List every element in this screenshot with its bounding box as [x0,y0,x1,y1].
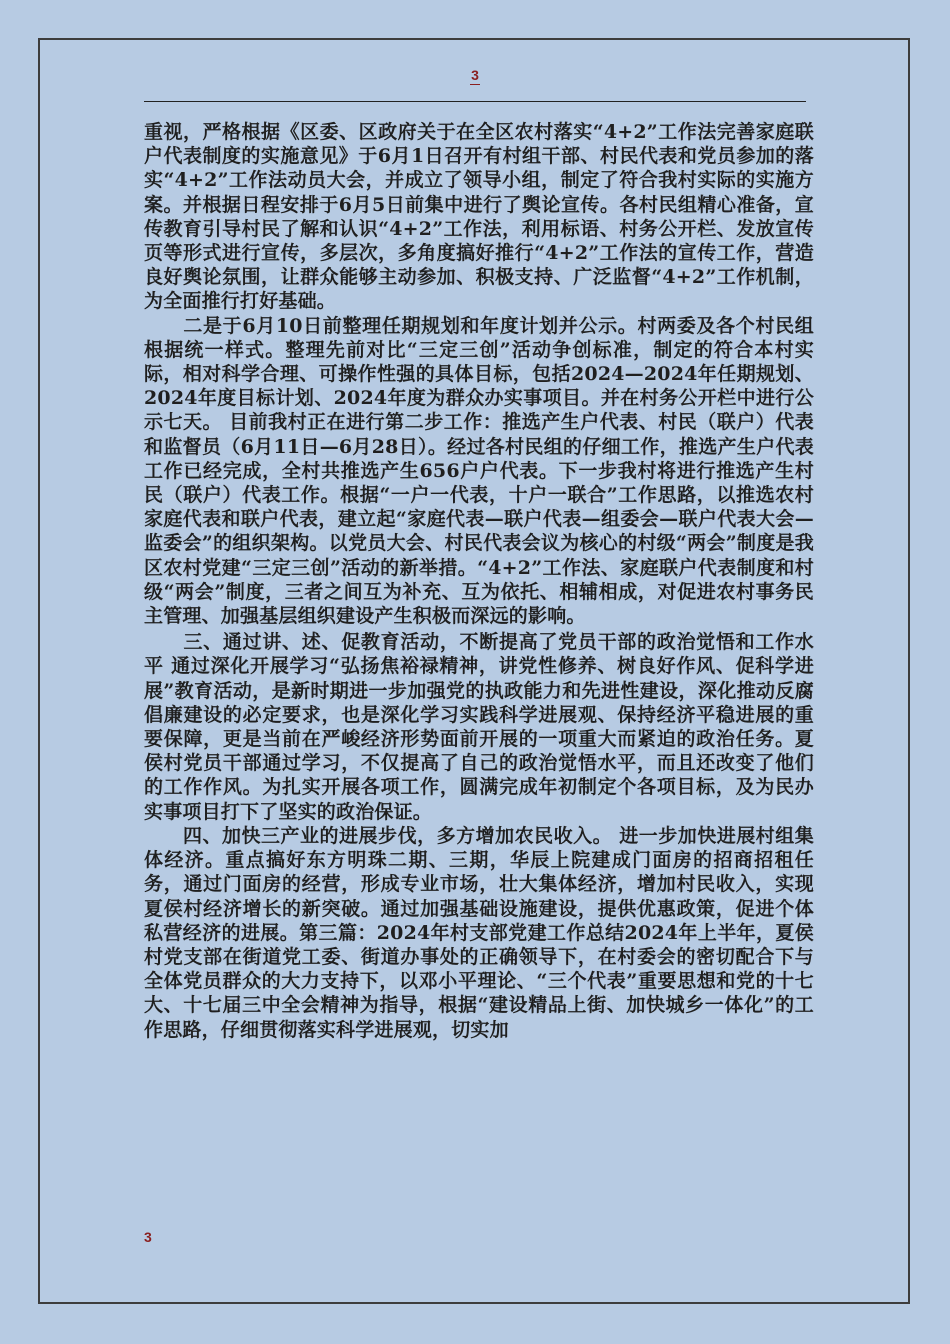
document-body [144,120,814,1042]
paragraph-2: 二是于6月10日前整理任期规划和年度计划并公示。村两委及各个村民组根据统一样式。整理先前对比“三定三创”活动争创标准，制定的符合本村实际，相对科学合理、可操作性强的具体目标，包括2024—2024年任期规划、2024年度目标计划、2024年度为群众办实事项目。并在村务公开栏中进行公示七天。 目前我村正在进行第二步工作：推选产生户代表、村民（联户）代表和监督员（6月11日—6月28日）。经过各村民组的仔细工作，推选产生户代表工作已经完成，全村共推选产生656户户代表。下一步我村将进行推选产生村民（联户）代表工作。根据“一户一代表，十户一联合”工作思路，以推选农村家庭代表和联户代表，建立起“家庭代表—联户代表—组委会—联户代表大会—监委会”的组织架构。以党员大会、村民代表会议为核心的村级“两会”制度是我区农村党建“三定三创”活动的新举措。“4+2”工作法、家庭联户代表制度和村级“两会”制度，三者之间互为补充、互为依托、相辅相成，对促进农村事务民主管理、加强基层组织建设产生积极而深远的影响。 [144,314,814,628]
header-page-number [0,66,950,85]
header-divider [144,101,806,102]
paragraph-4: 四、加快三产业的进展步伐，多方增加农民收入。 进一步加快进展村组集体经济。重点搞好东方明珠二期、三期，华辰上院建成门面房的招商招租任务，通过门面房的经营，形成专业市场，壮大集体经济，增加村民收入，实现夏侯村经济增长的新突破。通过加强基础设施建设，提供优惠政策，促进个体私营经济的进展。第三篇：2024年村支部党建工作总结2024年上半年，夏侯村党支部在街道党工委、街道办事处的正确领导下，在村委会的密切配合下与全体党员群众的大力支持下，以邓小平理论、“三个代表”重要思想和党的十七大、十七届三中全会精神为指导，根据“建设精品上街、加快城乡一体化”的工作思路，仔细贯彻落实科学进展观，切实加 [144,824,814,1041]
footer-page-number: 3 [144,1229,152,1245]
header-page-number-text: 3 [471,67,479,83]
paragraph-1: 重视，严格根据《区委、区政府关于在全区农村落实“4+2”工作法完善家庭联户代表制度的实施意见》于6月1日召开有村组干部、村民代表和党员参加的落实“4+2”工作法动员大会，并成立了领导小组，制定了符合我村实际的实施方案。并根据日程安排于6月5日前集中进行了舆论宣传。各村民组精心准备，宣传教育引导村民了解和认识“4+2”工作法，利用标语、村务公开栏、发放宣传页等形式进行宣传，多层次，多角度搞好推行“4+2”工作法的宣传工作，营造良好舆论氛围，让群众能够主动参加、积极支持、广泛监督“4+2”工作机制，为全面推行打好基础。 [144,121,814,313]
paragraph-3: 三、通过讲、述、促教育活动，不断提高了党员干部的政治觉悟和工作水平 通过深化开展学习“弘扬焦裕禄精神，讲党性修养、树良好作风、促科学进展”教育活动，是新时期进一步加强党的执政能力和先进性建设，深化推动反腐倡廉建设的必定要求，也是深化学习实践科学进展观、保持经济平稳进展的重要保障，更是当前在严峻经济形势面前开展的一项重大而紧迫的政治任务。夏侯村党员干部通过学习，不仅提高了自己的政治觉悟水平，而且还改变了他们的工作作风。为扎实开展各项工作，圆满完成年初制定个各项目标，及为民办实事项目打下了坚实的政治保证。 [144,631,814,823]
